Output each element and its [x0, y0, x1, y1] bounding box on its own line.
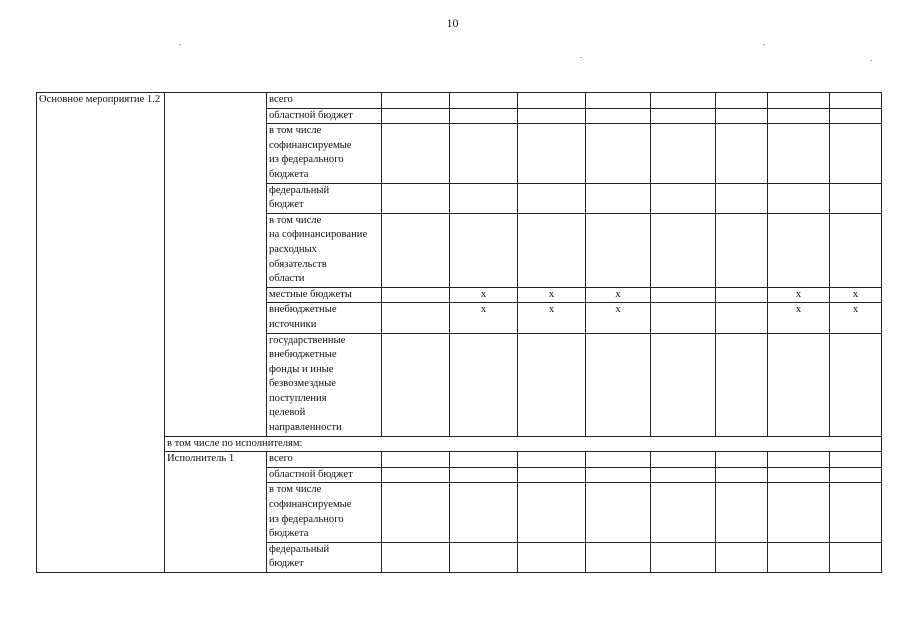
scan-speck — [870, 60, 872, 61]
value-cell — [586, 467, 651, 483]
value-cell — [716, 452, 768, 468]
value-cell — [586, 483, 651, 542]
value-cell — [382, 287, 450, 303]
value-cell — [518, 108, 586, 124]
scan-speck — [763, 44, 765, 45]
value-cell — [651, 483, 716, 542]
value-cell — [382, 108, 450, 124]
value-cell — [518, 483, 586, 542]
value-cell — [382, 467, 450, 483]
value-cell — [450, 333, 518, 436]
table-row — [37, 452, 882, 468]
funding-source-label: в том числе софинансируемые из федерального бюджета — [267, 483, 382, 542]
value-cell — [716, 303, 768, 333]
budget-table — [36, 92, 882, 573]
value-cell: x — [768, 287, 830, 303]
funding-source-label: местные бюджеты — [267, 287, 382, 303]
funding-source-label: федеральный бюджет — [267, 183, 382, 213]
value-cell — [768, 93, 830, 109]
value-cell — [586, 333, 651, 436]
value-cell — [716, 213, 768, 287]
value-cell — [450, 542, 518, 572]
value-cell — [651, 108, 716, 124]
value-cell — [830, 333, 882, 436]
funding-source-label: государственные внебюджетные фонды и иные безвозмездные поступления целевой направленности — [267, 333, 382, 436]
value-cell — [768, 213, 830, 287]
value-cell: x — [518, 303, 586, 333]
value-cell — [716, 108, 768, 124]
value-cell — [382, 124, 450, 183]
value-cell — [651, 183, 716, 213]
value-cell — [518, 333, 586, 436]
value-cell — [518, 183, 586, 213]
value-cell — [586, 213, 651, 287]
value-cell — [586, 108, 651, 124]
value-cell — [716, 287, 768, 303]
funding-source-label: внебюджетные источники — [267, 303, 382, 333]
value-cell — [651, 93, 716, 109]
value-cell — [382, 333, 450, 436]
funding-source-label: областной бюджет — [267, 108, 382, 124]
value-cell — [382, 213, 450, 287]
scan-speck — [580, 57, 582, 58]
main-section — [37, 93, 882, 437]
executor-cell-empty — [165, 93, 267, 437]
value-cell — [651, 333, 716, 436]
funding-source-label: всего — [267, 93, 382, 109]
value-cell — [716, 93, 768, 109]
value-cell — [716, 124, 768, 183]
value-cell — [450, 467, 518, 483]
value-cell — [830, 108, 882, 124]
value-cell — [518, 124, 586, 183]
table-row — [37, 93, 882, 109]
funding-source-label: всего — [267, 452, 382, 468]
value-cell — [586, 93, 651, 109]
value-cell — [382, 93, 450, 109]
value-cell: x — [830, 287, 882, 303]
funding-source-label: в том числе на софинансирование расходных обязательств области — [267, 213, 382, 287]
value-cell — [768, 483, 830, 542]
value-cell — [768, 452, 830, 468]
value-cell — [716, 333, 768, 436]
value-cell — [382, 452, 450, 468]
value-cell — [768, 467, 830, 483]
value-cell — [450, 93, 518, 109]
value-cell — [450, 452, 518, 468]
value-cell — [768, 124, 830, 183]
funding-source-label: областной бюджет — [267, 467, 382, 483]
value-cell — [768, 183, 830, 213]
value-cell — [651, 124, 716, 183]
executor-section — [37, 452, 882, 573]
value-cell — [450, 108, 518, 124]
value-cell — [450, 124, 518, 183]
value-cell — [518, 542, 586, 572]
value-cell: x — [586, 303, 651, 333]
value-cell — [518, 452, 586, 468]
value-cell — [586, 542, 651, 572]
executor-name: Исполнитель 1 — [165, 452, 267, 573]
value-cell — [830, 467, 882, 483]
value-cell — [651, 467, 716, 483]
executors-heading-row — [37, 436, 882, 452]
value-cell — [716, 483, 768, 542]
value-cell — [382, 542, 450, 572]
value-cell — [450, 483, 518, 542]
event-title-continued — [37, 436, 165, 452]
value-cell — [651, 303, 716, 333]
value-cell — [518, 93, 586, 109]
value-cell — [586, 452, 651, 468]
value-cell — [716, 542, 768, 572]
value-cell — [768, 108, 830, 124]
value-cell — [586, 124, 651, 183]
value-cell — [830, 124, 882, 183]
value-cell — [651, 542, 716, 572]
value-cell — [768, 333, 830, 436]
value-cell — [830, 93, 882, 109]
value-cell — [830, 183, 882, 213]
value-cell — [518, 467, 586, 483]
value-cell — [518, 213, 586, 287]
scan-speck — [179, 44, 181, 45]
value-cell — [830, 542, 882, 572]
executors-heading: в том числе по исполнителям: — [165, 436, 882, 452]
event-title: Основное мероприятие 1.2 — [37, 93, 165, 437]
value-cell: x — [450, 287, 518, 303]
value-cell — [651, 287, 716, 303]
value-cell — [382, 303, 450, 333]
value-cell — [716, 183, 768, 213]
value-cell — [651, 452, 716, 468]
value-cell — [382, 183, 450, 213]
value-cell — [450, 183, 518, 213]
value-cell: x — [450, 303, 518, 333]
value-cell — [450, 213, 518, 287]
event-title-continued — [37, 452, 165, 573]
value-cell — [830, 483, 882, 542]
value-cell: x — [586, 287, 651, 303]
funding-source-label: в том числе софинансируемые из федерального бюджета — [267, 124, 382, 183]
value-cell: x — [768, 303, 830, 333]
value-cell: x — [830, 303, 882, 333]
value-cell — [830, 452, 882, 468]
page-number: 10 — [446, 16, 459, 30]
value-cell — [651, 213, 716, 287]
value-cell — [586, 183, 651, 213]
executors-section — [37, 436, 882, 452]
value-cell — [768, 542, 830, 572]
funding-source-label: федеральный бюджет — [267, 542, 382, 572]
value-cell: x — [518, 287, 586, 303]
value-cell — [382, 483, 450, 542]
value-cell — [716, 467, 768, 483]
value-cell — [830, 213, 882, 287]
